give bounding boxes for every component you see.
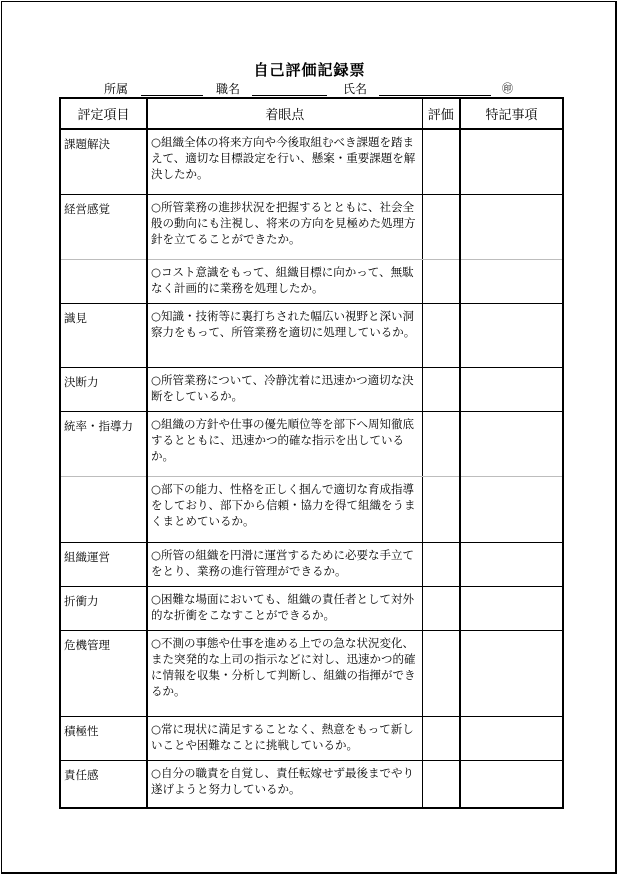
header-remarks: 特記事項 <box>460 98 563 129</box>
row-criteria: ○所管業務について、冷静沈着に迅速かつ適切な決断をしているか。 <box>147 367 422 411</box>
remarks-cell[interactable] <box>460 630 563 716</box>
row-item-label: 折衝力 <box>60 586 147 630</box>
document-title: 自己評価記録票 <box>253 61 366 79</box>
row-criteria: ○知識・技術等に裏打ちされた幅広い視野と深い洞察力をもって、所管業務を適切に処理しているか。 <box>147 303 422 367</box>
header-item: 評定項目 <box>60 98 147 129</box>
rating-cell[interactable] <box>422 760 460 808</box>
row-item-label: 課題解決 <box>60 129 147 194</box>
name-field[interactable] <box>379 95 491 96</box>
remarks-cell[interactable] <box>460 194 563 259</box>
table-row <box>60 630 563 716</box>
table-row <box>60 303 563 367</box>
seal-mark: ㊞ <box>502 82 513 95</box>
rating-cell[interactable] <box>422 259 460 303</box>
rating-cell[interactable] <box>422 542 460 586</box>
affiliation-label: 所属 <box>104 82 129 96</box>
remarks-cell[interactable] <box>460 716 563 760</box>
table-row <box>60 367 563 411</box>
table-row <box>60 586 563 630</box>
row-item-label: 組織運営 <box>60 542 147 586</box>
table-row <box>60 259 563 303</box>
row-item-label: 統率・指導力 <box>60 411 147 476</box>
row-item-label <box>60 476 147 542</box>
remarks-cell[interactable] <box>460 542 563 586</box>
remarks-cell[interactable] <box>460 367 563 411</box>
remarks-cell[interactable] <box>460 760 563 808</box>
remarks-cell[interactable] <box>460 129 563 194</box>
row-criteria: ○不測の事態や仕事を進める上での急な状況変化、また突発的な上司の指示などに対し、迅速かつ的確に情報を収集・分析して判断し、組織の指揮ができるか。 <box>147 630 422 716</box>
table-row <box>60 129 563 194</box>
rating-cell[interactable] <box>422 129 460 194</box>
rating-cell[interactable] <box>422 630 460 716</box>
affiliation-field[interactable] <box>141 95 203 96</box>
rating-cell[interactable] <box>422 586 460 630</box>
table-header-row <box>60 98 563 129</box>
name-label: 氏名 <box>343 82 368 96</box>
remarks-cell[interactable] <box>460 411 563 476</box>
table-row <box>60 411 563 476</box>
evaluation-table <box>59 97 564 809</box>
header-rating: 評価 <box>422 98 460 129</box>
position-label: 職名 <box>216 82 241 96</box>
table-row <box>60 542 563 586</box>
rating-cell[interactable] <box>422 303 460 367</box>
rating-cell[interactable] <box>422 367 460 411</box>
row-item-label: 危機管理 <box>60 630 147 716</box>
table-row <box>60 760 563 808</box>
row-item-label: 責任感 <box>60 760 147 808</box>
row-item-label <box>60 259 147 303</box>
row-criteria: ○自分の職責を自覚し、責任転嫁せず最後までやり遂げようと努力しているか。 <box>147 760 422 808</box>
remarks-cell[interactable] <box>460 476 563 542</box>
row-criteria: ○常に現状に満足することなく、熱意をもって新しいことや困難なことに挑戦しているか。 <box>147 716 422 760</box>
table-row <box>60 716 563 760</box>
rating-cell[interactable] <box>422 411 460 476</box>
row-criteria: ○所管の組織を円滑に運営するために必要な手立てをとり、業務の進行管理ができるか。 <box>147 542 422 586</box>
row-criteria: ○コスト意識をもって、組織目標に向かって、無駄なく計画的に業務を処理したか。 <box>147 259 422 303</box>
remarks-cell[interactable] <box>460 586 563 630</box>
row-item-label: 識見 <box>60 303 147 367</box>
row-criteria: ○困難な場面においても、組織の責任者として対外的な折衝をこなすことができるか。 <box>147 586 422 630</box>
row-item-label: 積極性 <box>60 716 147 760</box>
row-item-label: 決断力 <box>60 367 147 411</box>
row-item-label: 経営感覚 <box>60 194 147 259</box>
table-row <box>60 194 563 259</box>
row-criteria: ○組織の方針や仕事の優先順位等を部下へ周知徹底するとともに、迅速かつ的確な指示を出しているか。 <box>147 411 422 476</box>
row-criteria: ○組織全体の将来方向や今後取組むべき課題を踏まえて、適切な目標設定を行い、懸案・重要課題を解決したか。 <box>147 129 422 194</box>
remarks-cell[interactable] <box>460 259 563 303</box>
rating-cell[interactable] <box>422 716 460 760</box>
row-criteria: ○所管業務の進捗状況を把握するとともに、社会全般の動向にも注視し、将来の方向を見極めた処理方針を立てることができたか。 <box>147 194 422 259</box>
table-row <box>60 476 563 542</box>
header-criteria: 着眼点 <box>147 98 422 129</box>
position-field[interactable] <box>252 95 327 96</box>
rating-cell[interactable] <box>422 194 460 259</box>
rating-cell[interactable] <box>422 476 460 542</box>
row-criteria: ○部下の能力、性格を正しく掴んで適切な育成指導をしており、部下から信頼・協力を得て組織をうまくまとめているか。 <box>147 476 422 542</box>
remarks-cell[interactable] <box>460 303 563 367</box>
